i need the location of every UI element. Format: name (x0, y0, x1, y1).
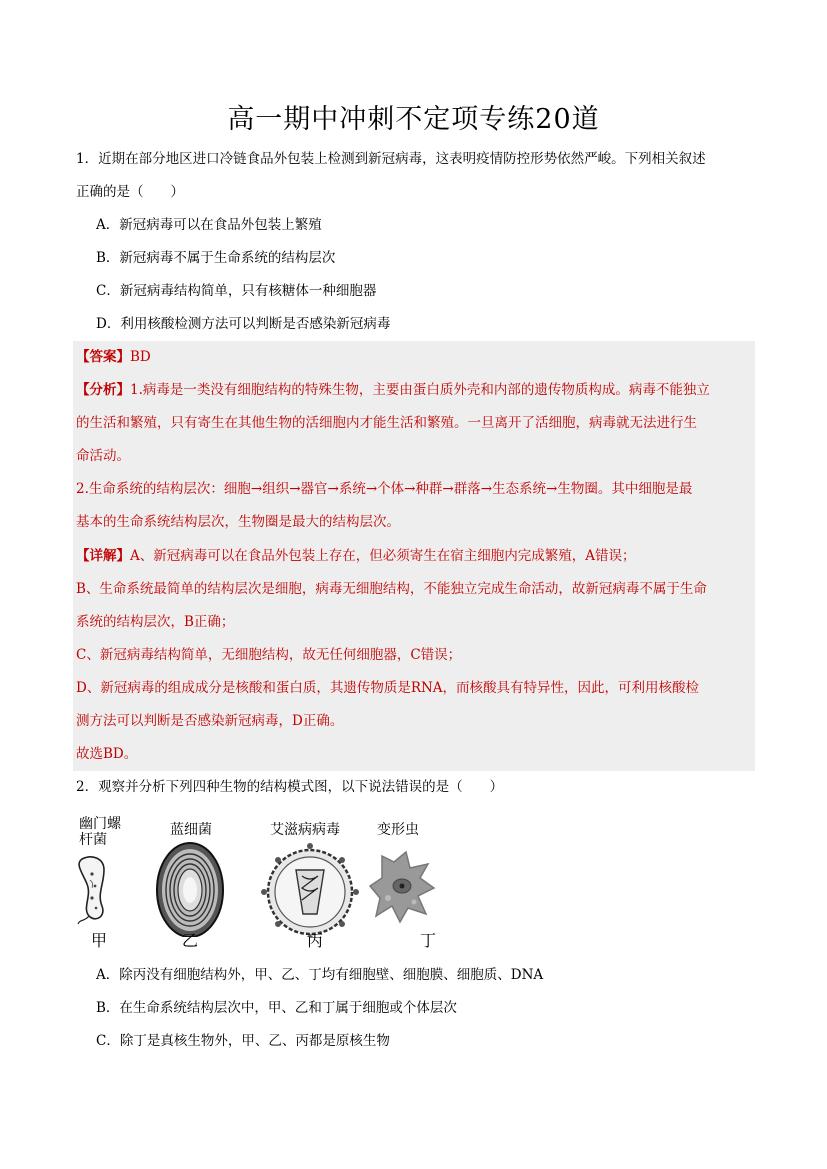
conclusion-line: 故选BD。 (76, 746, 138, 762)
answer-line (76, 341, 756, 374)
symbol-ding: 丁 (420, 931, 437, 950)
organism-drawings (70, 812, 470, 937)
analysis-line-5: 基本的生命系统结构层次，生物圈是最大的结构层次。 (76, 514, 400, 530)
q2-option-c: C．除丁是真核生物外，甲、乙、丙都是原核生物 (96, 1033, 390, 1049)
symbol-jia: 甲 (91, 931, 108, 950)
label-helicobacter-line1: 幽门螺 (79, 816, 121, 832)
detail-line-1 (76, 540, 756, 573)
page-title: 高一期中冲刺不定项专练20道 (227, 104, 600, 135)
q2-option-a: A．除丙没有细胞结构外，甲、乙、丁均有细胞壁、细胞膜、细胞质、DNA (96, 967, 544, 983)
q1-stem-line1: 1．近期在部分地区进口冷链食品外包装上检测到新冠病毒，这表明疫情防控形势依然严峻。下列相关叙述 (76, 151, 706, 167)
analysis-line-2: 的生活和繁殖，只有寄生在其他生物的活细胞内才能生活和繁殖。一旦离开了活细胞，病毒就无法进行生 (76, 415, 697, 431)
answer-value: BD (130, 349, 151, 365)
analysis-tag: 【分析】 (76, 382, 130, 398)
analysis-line-3: 命活动。 (76, 448, 130, 464)
q2-stem: 2．观察并分析下列四种生物的结构模式图，以下说法错误的是（ ） (76, 779, 504, 795)
analysis-text-1: 1.病毒是一类没有细胞结构的特殊生物，主要由蛋白质外壳和内部的遗传物质构成。病毒不能独立 (130, 382, 710, 398)
detail-line-6: 测方法可以判断是否感染新冠病毒，D正确。 (76, 713, 344, 729)
q1-option-a: A．新冠病毒可以在食品外包装上繁殖 (96, 217, 322, 233)
q1-option-c: C．新冠病毒结构简单，只有核糖体一种细胞器 (96, 283, 377, 299)
q1-option-b: B．新冠病毒不属于生命系统的结构层次 (96, 250, 336, 266)
detail-line-2: B、生命系统最简单的结构层次是细胞，病毒无细胞结构，不能独立完成生命活动，故新冠病毒不属于生命 (76, 581, 707, 597)
hiv-drawing (261, 843, 359, 937)
helicobacter-drawing (78, 857, 104, 924)
analysis-line-4: 2.生命系统的结构层次：细胞→组织→器官→系统→个体→种群→群落→生态系统→生物圈。其中细胞是最 (76, 481, 693, 497)
amoeba-drawing (370, 852, 434, 922)
label-amoeba: 变形虫 (377, 822, 419, 838)
analysis-line-1 (76, 374, 756, 407)
symbol-bing: 丙 (307, 931, 324, 950)
detail-text-1: A、新冠病毒可以在食品外包装上存在，但必须寄生在宿主细胞内完成繁殖，A错误； (130, 548, 636, 564)
detail-line-3: 系统的结构层次，B正确； (76, 614, 235, 630)
q1-option-d: D．利用核酸检测方法可以判断是否感染新冠病毒 (96, 316, 391, 332)
label-hiv: 艾滋病病毒 (270, 822, 340, 838)
cyanobacteria-drawing (157, 843, 223, 937)
detail-line-5: D、新冠病毒的组成成分是核酸和蛋白质，其遗传物质是RNA，而核酸具有特异性，因此，可利用核酸检 (76, 680, 700, 696)
label-cyanobacteria: 蓝细菌 (170, 822, 212, 838)
q2-option-b: B．在生命系统结构层次中，甲、乙和丁属于细胞或个体层次 (96, 1000, 457, 1016)
detail-line-4: C、新冠病毒结构简单，无细胞结构，故无任何细胞器，C错误； (76, 647, 462, 663)
detail-tag: 【详解】 (76, 548, 130, 564)
answer-tag: 【答案】 (76, 349, 130, 365)
symbol-yi: 乙 (182, 931, 199, 950)
q1-stem-line2: 正确的是（ ） (76, 184, 184, 200)
label-helicobacter-line2: 杆菌 (79, 832, 107, 848)
organism-figure (70, 812, 470, 957)
